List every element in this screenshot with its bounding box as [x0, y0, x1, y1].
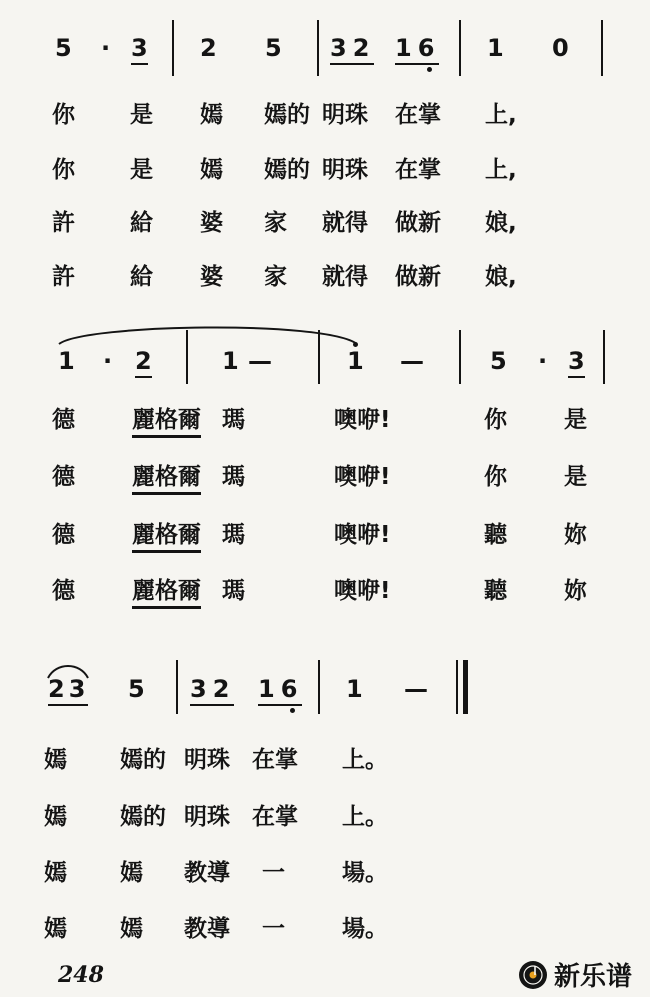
note: 2 — [48, 675, 69, 703]
lyric: 教導 — [184, 916, 230, 942]
lyric: 麗格爾 — [132, 576, 201, 609]
lyric: 家 — [264, 264, 287, 290]
lyric: 嫣 — [200, 157, 223, 183]
lyric: 嫣 — [120, 860, 143, 886]
lyric: 德 — [52, 522, 75, 548]
lyric: 做新 — [395, 264, 441, 290]
note: 6 — [417, 34, 441, 62]
lyric: 德 — [52, 578, 75, 604]
dot-extension: · — [103, 347, 113, 375]
lyric: 一 — [262, 860, 285, 886]
lyric: 上, — [485, 157, 517, 183]
lyric: 在掌 — [395, 157, 441, 183]
note: 5 — [490, 347, 507, 375]
lyric: 噢咿! — [334, 578, 391, 604]
lyric: 明珠 — [322, 102, 368, 128]
lyric: 德 — [52, 464, 75, 490]
lyric: 你 — [484, 407, 507, 433]
lyric: 家 — [264, 210, 287, 236]
barline — [603, 330, 605, 384]
lyric: 嫣 — [44, 804, 67, 830]
lyric: 一 — [262, 916, 285, 942]
lyric: 許 — [52, 264, 75, 290]
lyric: 嫣的 — [120, 804, 166, 830]
lyric: 嫣 — [200, 102, 223, 128]
lyric: 你 — [52, 157, 75, 183]
dash: — — [400, 347, 424, 375]
music-disc-icon — [518, 960, 548, 990]
note: 3 — [190, 675, 213, 703]
note: 2 — [135, 347, 152, 378]
note: 5 — [265, 34, 282, 62]
lyric: 是 — [564, 464, 587, 490]
lyric: 娘, — [485, 210, 517, 236]
note: 1 — [222, 347, 239, 375]
lyric: 就得 — [322, 264, 368, 290]
lyric: 上。 — [342, 747, 388, 773]
dot-extension: · — [538, 347, 548, 375]
lyric: 明珠 — [322, 157, 368, 183]
lyric: 麗格爾 — [132, 520, 201, 553]
note: 3 — [68, 675, 90, 703]
note: 2 — [200, 34, 217, 62]
barline — [459, 330, 461, 384]
note-group — [48, 675, 88, 706]
watermark-logo — [518, 956, 632, 993]
barline — [601, 20, 603, 76]
barline — [459, 20, 461, 76]
lyric: 給 — [130, 264, 153, 290]
lyric: 場。 — [342, 860, 388, 886]
lyric: 嫣 — [44, 916, 67, 942]
lyric: 明珠 — [184, 747, 230, 773]
lyric: 是 — [564, 407, 587, 433]
barline — [318, 330, 320, 384]
lyric: 噢咿! — [334, 407, 391, 433]
lyric: 妳 — [564, 522, 587, 548]
lyric: 德 — [52, 407, 75, 433]
final-barline-thin — [456, 660, 458, 714]
barline — [186, 330, 188, 384]
lyric: 妳 — [564, 578, 587, 604]
note: 1 — [346, 675, 363, 703]
lyric: 明珠 — [184, 804, 230, 830]
barline — [317, 20, 319, 76]
note: 0 — [552, 34, 569, 62]
lyric: 給 — [130, 210, 153, 236]
lyric: 嫣的 — [264, 102, 310, 128]
lyric: 在掌 — [252, 804, 298, 830]
note: 3 — [330, 34, 353, 62]
lyric: 嫣的 — [264, 157, 310, 183]
lyric: 婆 — [200, 210, 223, 236]
note: 1 — [347, 347, 364, 375]
lyric: 許 — [52, 210, 75, 236]
lyric: 嫣 — [44, 747, 67, 773]
lyric: 麗格爾 — [132, 462, 201, 495]
note: 3 — [131, 34, 148, 65]
note-group — [190, 675, 234, 706]
barline — [318, 660, 320, 714]
lyric: 是 — [130, 157, 153, 183]
lyric: 是 — [130, 102, 153, 128]
note-group — [258, 675, 302, 706]
note: 1 — [487, 34, 504, 62]
note: 3 — [568, 347, 585, 378]
lyric: 嫣的 — [120, 747, 166, 773]
barline — [176, 660, 178, 714]
lyric: 瑪 — [222, 578, 245, 604]
lyric: 就得 — [322, 210, 368, 236]
lyric: 娘, — [485, 264, 517, 290]
note: 6 — [280, 675, 304, 703]
note: 1 — [258, 675, 281, 703]
lyric: 上。 — [342, 804, 388, 830]
lyric: 噢咿! — [334, 522, 391, 548]
lyric: 瑪 — [222, 407, 245, 433]
lyric: 瑪 — [222, 464, 245, 490]
lyric: 你 — [484, 464, 507, 490]
lyric: 婆 — [200, 264, 223, 290]
lyric: 嫣 — [44, 860, 67, 886]
note: 2 — [352, 34, 376, 62]
note: 1 — [58, 347, 75, 375]
lyric: 嫣 — [120, 916, 143, 942]
dash: — — [248, 347, 272, 375]
lyric: 場。 — [342, 916, 388, 942]
lyric: 瑪 — [222, 522, 245, 548]
final-barline-thick — [463, 660, 468, 714]
note-group — [330, 34, 374, 65]
lyric: 麗格爾 — [132, 405, 201, 438]
lyric: 教導 — [184, 860, 230, 886]
note: 5 — [55, 34, 72, 62]
note: 1 — [395, 34, 418, 62]
dash: — — [404, 675, 428, 703]
lyric: 聽 — [484, 578, 507, 604]
page-number: 248 — [58, 962, 104, 988]
lyric: 做新 — [395, 210, 441, 236]
lyric: 在掌 — [395, 102, 441, 128]
note: 2 — [212, 675, 236, 703]
lyric: 噢咿! — [334, 464, 391, 490]
note-group — [395, 34, 439, 65]
lyric: 上, — [485, 102, 517, 128]
note: 5 — [128, 675, 145, 703]
lyric: 聽 — [484, 522, 507, 548]
dot-extension: · — [101, 34, 111, 62]
watermark-text: 新乐谱 — [554, 962, 633, 992]
lyric: 你 — [52, 102, 75, 128]
lyric: 在掌 — [252, 747, 298, 773]
barline — [172, 20, 174, 76]
